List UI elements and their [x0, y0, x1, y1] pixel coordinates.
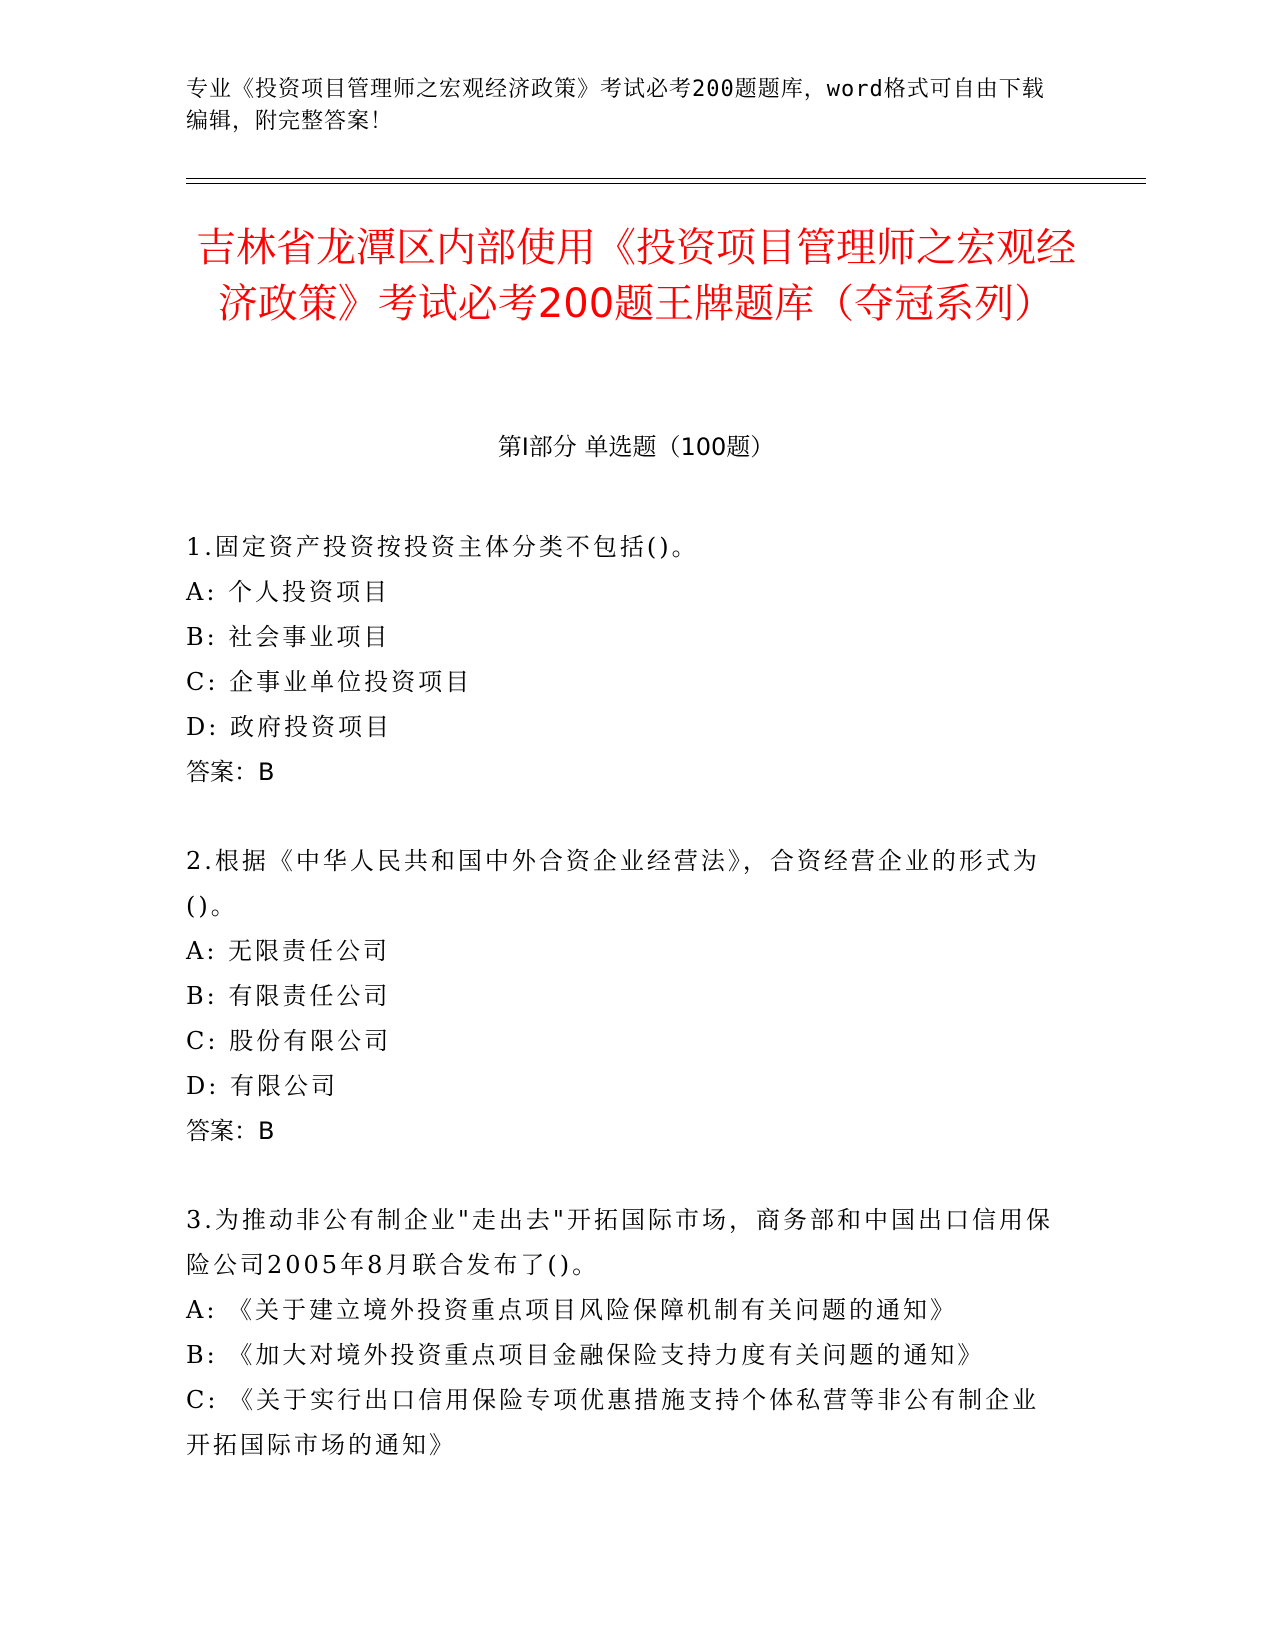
question-3 — [186, 1198, 1066, 1468]
header-rule-top — [186, 178, 1146, 179]
question-2 — [186, 839, 1066, 1154]
option-d: D: 政府投资项目 — [186, 713, 392, 741]
answer: 答案：B — [186, 758, 275, 786]
option-a: A: 《关于建立境外投资重点项目风险保障机制有关问题的通知》 — [186, 1296, 958, 1324]
option-b: B: 有限责任公司 — [186, 982, 391, 1010]
option-a: A: 个人投资项目 — [186, 578, 391, 606]
option-a: A: 无限责任公司 — [186, 937, 391, 965]
document-title: 吉林省龙潭区内部使用《投资项目管理师之宏观经济政策》考试必考200题王牌题库（夺冠系列） — [196, 225, 1076, 327]
option-c: C: 企事业单位投资项目 — [186, 668, 473, 696]
answer: 答案：B — [186, 1117, 275, 1145]
option-b: B: 《加大对境外投资重点项目金融保险支持力度有关问题的通知》 — [186, 1341, 985, 1369]
section-title: 第I部分 单选题（100题） — [497, 433, 775, 461]
question-list — [186, 525, 1066, 1512]
option-c: C: 股份有限公司 — [186, 1027, 392, 1055]
option-c: C: 《关于实行出口信用保险专项优惠措施支持个体私营等非公有制企业开拓国际市场的通知》 — [186, 1386, 1040, 1459]
header-rule-bottom — [186, 183, 1146, 184]
question-text: 3.为推动非公有制企业"走出去"开拓国际市场，商务部和中国出口信用保险公司2005年8月联合发布了()。 — [186, 1206, 1053, 1279]
question-text: 2.根据《中华人民共和国中外合资企业经营法》，合资经营企业的形式为()。 — [186, 847, 1040, 920]
option-d: D: 有限公司 — [186, 1072, 338, 1100]
question-text: 1.固定资产投资按投资主体分类不包括()。 — [186, 533, 699, 561]
question-1 — [186, 525, 1066, 795]
option-b: B: 社会事业项目 — [186, 623, 391, 651]
header-note: 专业《投资项目管理师之宏观经济政策》考试必考200题题库，word格式可自由下载编辑，附完整答案！ — [186, 77, 1045, 134]
